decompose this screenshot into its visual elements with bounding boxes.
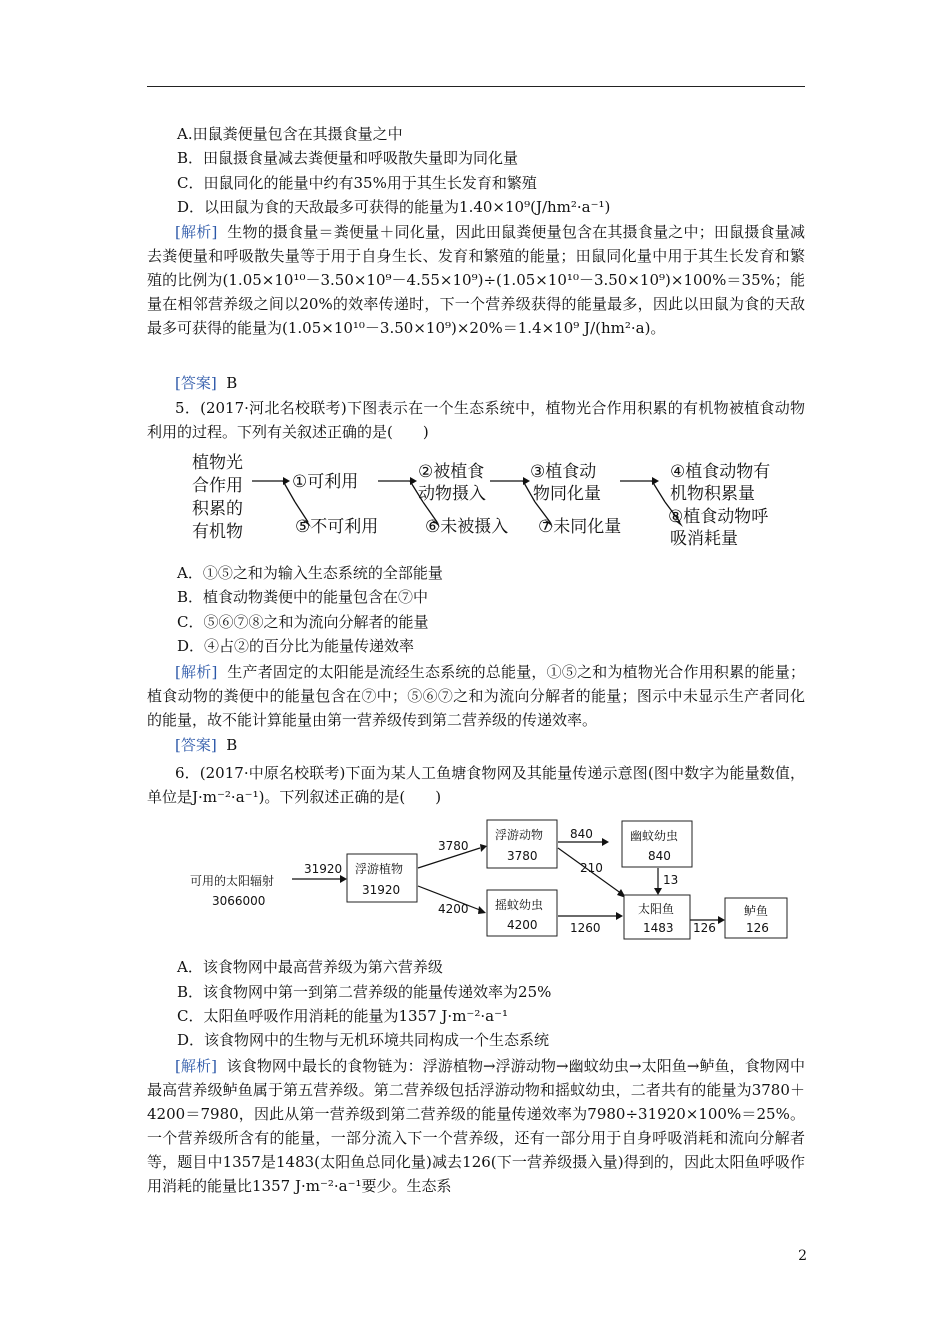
header-rule xyxy=(147,86,805,87)
page-number: 2 xyxy=(798,1248,807,1264)
arrow-to-zoo-value: 3780 xyxy=(438,839,469,853)
zoo-name: 浮游动物 xyxy=(495,828,544,842)
analysis-label: [解析] xyxy=(175,1057,217,1075)
q6-option-a: A．该食物网中最高营养级为第六营养级 xyxy=(177,958,443,976)
node-zooplankton xyxy=(487,820,557,868)
source-line-4: 有机物 xyxy=(192,522,243,542)
q5-answer xyxy=(175,735,237,755)
q6-analysis xyxy=(147,1054,805,1198)
q5-option-c: C．⑤⑥⑦⑧之和为流向分解者的能量 xyxy=(177,613,429,631)
sunfish-value: 1483 xyxy=(643,921,674,935)
sun-value: 3066000 xyxy=(212,894,266,908)
q5-option-a: A．①⑤之和为输入生态系统的全部能量 xyxy=(177,564,443,582)
larva-value: 4200 xyxy=(507,918,538,932)
q5-option-b: B．植食动物粪便中的能量包含在⑦中 xyxy=(177,588,429,606)
arrow-zoo-sunfish-value: 210 xyxy=(580,861,603,875)
node-8-line-2: 吸消耗量 xyxy=(670,529,738,549)
arrow-to-larva-value: 4200 xyxy=(438,902,469,916)
analysis-label: [解析] xyxy=(175,663,218,681)
node-5: ⑤不可利用 xyxy=(295,517,379,537)
node-4-line-2: 机物积累量 xyxy=(670,484,755,504)
q5-stem: 5．(2017·河北名校联考)下图表示在一个生态系统中，植物光合作用积累的有机物被植食动物利用的过程。下列有关叙述正确的是( ) xyxy=(147,399,805,441)
perch-name: 鲈鱼 xyxy=(744,904,769,918)
q5-energy-flow-figure xyxy=(180,450,820,555)
phyto-value: 31920 xyxy=(362,883,401,897)
q6-option-d: D．该食物网中的生物与无机环境共同构成一个生态系统 xyxy=(177,1031,550,1049)
arrow-mosq-sunfish-value: 13 xyxy=(663,873,679,887)
node-sunfish xyxy=(624,895,690,939)
node-4-line-1: ④植食动物有 xyxy=(670,462,771,482)
node-phantom-midge xyxy=(622,821,692,867)
larva-name: 摇蚊幼虫 xyxy=(495,898,544,912)
q6-food-web-figure xyxy=(180,818,800,944)
q4-option-a: A.田鼠粪便量包含在其摄食量之中 xyxy=(177,125,403,143)
node-8-line-1: ⑧植食动物呼 xyxy=(668,507,769,527)
arrow-2-3 xyxy=(490,481,535,502)
q5-analysis xyxy=(147,660,805,732)
q4-option-c: C．田鼠同化的能量中约有35%用于其生长发育和繁殖 xyxy=(177,174,537,192)
q5-answer-value: B xyxy=(226,736,238,754)
node-3-line-1: ③植食动 xyxy=(530,462,597,482)
node-2-line-2: 动物摄入 xyxy=(418,484,486,504)
answer-label: [答案] xyxy=(175,736,217,754)
node-1: ①可利用 xyxy=(292,472,359,492)
node-perch xyxy=(725,898,787,938)
q4-analysis-text: 生物的摄食量＝粪便量＋同化量，因此田鼠粪便量包含在其摄食量之中；田鼠摄食量减去粪便量和呼吸散失量等于用于自身生长、发育和繁殖的能量；田鼠同化量中用于其生长发育和繁殖的比例为(1.05×10¹⁰－3.50×10⁹－4.55×10⁹)÷(1.05×10¹⁰－3.50×10⁹)×100%＝35%；能量在相邻营养级之间以20%的效率传递时，下一个营养级获得的能量最多，因此以田鼠为食的天敌最多可获得的能量为(1.05×10¹⁰－3.50×10⁹)×20%＝1.4×10⁹ J/(hm²·a)。 xyxy=(147,223,805,337)
arrow-3-4 xyxy=(620,481,665,502)
q4-answer xyxy=(175,373,237,393)
mosq-value: 840 xyxy=(648,849,671,863)
arrow-sunfish-perch-value: 126 xyxy=(693,921,716,935)
node-midge-larva xyxy=(487,890,557,936)
q6-stem: 6．(2017·中原名校联考)下面为某人工鱼塘食物网及其能量传递示意图(图中数字为能量数值，单位是J·m⁻²·a⁻¹)。下列叙述正确的是( ) xyxy=(147,764,805,806)
mosq-name: 幽蚊幼虫 xyxy=(630,829,679,843)
node-3-line-2: 物同化量 xyxy=(533,484,601,504)
sunfish-name: 太阳鱼 xyxy=(638,902,675,916)
q4-analysis xyxy=(147,220,805,340)
analysis-label: [解析] xyxy=(175,223,218,241)
phyto-name: 浮游植物 xyxy=(355,862,404,876)
answer-label: [答案] xyxy=(175,374,217,392)
arrow-sun-value: 31920 xyxy=(304,862,343,876)
q4-option-b: B．田鼠摄食量减去粪便量和呼吸散失量即为同化量 xyxy=(177,149,519,167)
q6-option-b: B．该食物网中第一到第二营养级的能量传递效率为25% xyxy=(177,983,552,1001)
perch-value: 126 xyxy=(746,921,769,935)
node-6: ⑥未被摄入 xyxy=(425,517,509,537)
node-7: ⑦未同化量 xyxy=(538,517,622,537)
q6-analysis-text: 该食物网中最长的食物链为：浮游植物→浮游动物→幽蚊幼虫→太阳鱼→鲈鱼，食物网中最高营养级鲈鱼属于第五营养级。第二营养级包括浮游动物和摇蚊幼虫，二者共有的能量为3780＋4200＝7980，因此从第一营养级到第二营养级的能量传递效率为7980÷31920×100%＝25%。一个营养级所含有的能量，一部分流入下一个营养级，还有一部分用于自身呼吸消耗和流向分解者等，题目中1357是1483(太阳鱼总同化量)减去126(下一营养级摄入量)得到的，因此太阳鱼呼吸作用消耗的能量比1357 J·m⁻²·a⁻¹要少。生态系 xyxy=(147,1057,805,1195)
zoo-value: 3780 xyxy=(507,849,538,863)
q5-option-d: D．④占②的百分比为能量传递效率 xyxy=(177,637,415,655)
node-phytoplankton xyxy=(347,854,417,902)
source-line-1: 植物光 xyxy=(192,453,243,473)
arrow-larva-sunfish-value: 1260 xyxy=(570,921,601,935)
arrow-zoo-mosq-value: 840 xyxy=(570,827,593,841)
node-2-line-1: ②被植食 xyxy=(418,462,485,482)
source-node xyxy=(192,453,243,542)
arrow-source-1 xyxy=(252,481,295,502)
arrow-1-2 xyxy=(378,481,423,502)
q4-option-d: D．以田鼠为食的天敌最多可获得的能量为1.40×10⁹(J/hm²·a⁻¹) xyxy=(177,198,611,216)
q6-option-c: C．太阳鱼呼吸作用消耗的能量为1357 J·m⁻²·a⁻¹ xyxy=(177,1007,508,1025)
q4-answer-value: B xyxy=(226,374,238,392)
source-line-3: 积累的 xyxy=(192,499,243,519)
q5-analysis-text: 生产者固定的太阳能是流经生态系统的总能量，①⑤之和为植物光合作用积累的能量；植食动物的粪便中的能量包含在⑦中；⑤⑥⑦之和为流向分解者的能量；图示中未显示生产者同化的能量，故不能计算能量由第一营养级传到第二营养级的传递效率。 xyxy=(147,663,805,729)
sun-label: 可用的太阳辐射 xyxy=(190,874,275,888)
source-line-2: 合作用 xyxy=(192,476,243,496)
